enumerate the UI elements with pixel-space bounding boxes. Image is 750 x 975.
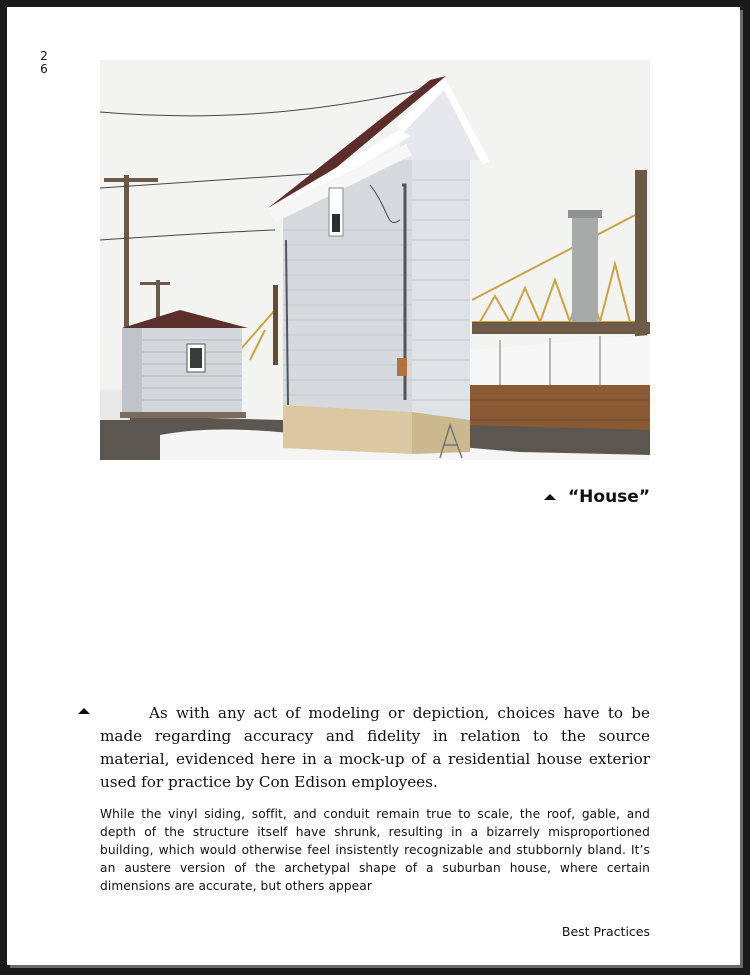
page-number: 26 (40, 49, 48, 76)
caption-triangle-icon (544, 494, 556, 500)
house-photo (100, 60, 650, 460)
page (7, 7, 740, 965)
running-footer: Best Practices (561, 924, 650, 939)
lead-paragraph: As with any act of modeling or depiction, choices have to be made regarding accuracy and fidelity in relation to the source material, evidenced here in a mock-up of a residential house exterior used for practice by Con Edison employees. (100, 704, 650, 791)
caption-text: “House” (567, 487, 650, 507)
photo-caption (527, 485, 650, 509)
body-paragraph: While the vinyl siding, soffit, and conduit remain true to scale, the roof, gable, and depth of the structure itself have shrunk, resulting in a bizarrely misproportioned building, which would otherwise feel insistently recognizable and stubbornly bland. It’s an austere version of the archetypal shape of a suburban house, where certain dimensions are accurate, but others appear (100, 807, 650, 893)
lead-triangle-icon (78, 708, 90, 714)
